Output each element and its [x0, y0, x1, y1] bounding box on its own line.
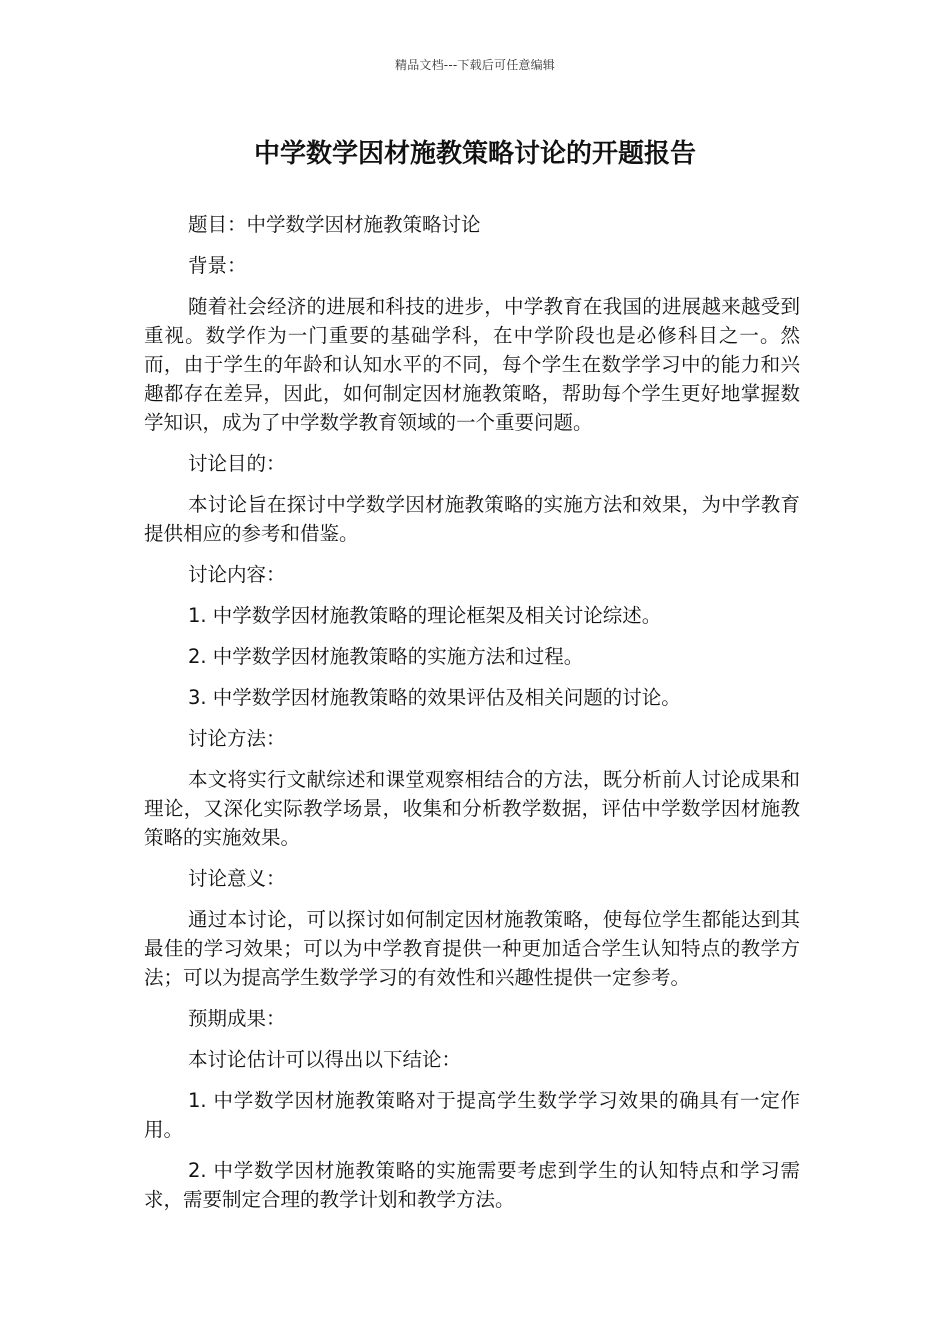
expected-item-1: 1. 中学数学因材施教策略对于提高学生数学学习效果的确具有一定作用。 — [144, 1089, 800, 1141]
header-watermark: 精品文档---下载后可任意编辑 — [395, 58, 555, 72]
significance-paragraph: 通过本讨论，可以探讨如何制定因材施教策略，使每位学生都能达到其最佳的学习效果；可以为中学教育提供一种更加适合学生认知特点的教学方法；可以为提高学生数学学习的有效性和兴趣性提供一定参考。 — [144, 908, 800, 989]
topic-line: 题目：中学数学因材施教策略讨论 — [188, 213, 481, 236]
method-paragraph: 本文将实行文献综述和课堂观察相结合的方法，既分析前人讨论成果和理论，又深化实际教学场景，收集和分析教学数据，评估中学数学因材施教策略的实施效果。 — [144, 768, 800, 849]
expected-intro: 本讨论估计可以得出以下结论： — [188, 1048, 462, 1071]
content-item-1: 1. 中学数学因材施教策略的理论框架及相关讨论综述。 — [188, 604, 662, 627]
section-heading-content: 讨论内容： — [188, 563, 286, 586]
section-heading-method: 讨论方法： — [188, 727, 286, 750]
expected-item-2: 2. 中学数学因材施教策略的实施需要考虑到学生的认知特点和学习需求，需要制定合理的教学计划和教学方法。 — [144, 1159, 800, 1211]
document-title: 中学数学因材施教策略讨论的开题报告 — [253, 139, 696, 169]
section-heading-background: 背景： — [188, 254, 247, 277]
section-heading-significance: 讨论意义： — [188, 867, 286, 890]
section-heading-purpose: 讨论目的： — [188, 452, 286, 475]
content-item-2: 2. 中学数学因材施教策略的实施方法和过程。 — [188, 645, 584, 668]
purpose-paragraph: 本讨论旨在探讨中学数学因材施教策略的实施方法和效果，为中学教育提供相应的参考和借鉴。 — [144, 493, 800, 545]
background-paragraph: 随着社会经济的进展和科技的进步，中学教育在我国的进展越来越受到重视。数学作为一门重要的基础学科，在中学阶段也是必修科目之一。然而，由于学生的年龄和认知水平的不同，每个学生在数学学习中的能力和兴趣都存在差异，因此，如何制定因材施教策略，帮助每个学生更好地掌握数学知识，成为了中学数学教育领域的一个重要问题。 — [144, 295, 800, 434]
section-heading-expected: 预期成果： — [188, 1007, 286, 1030]
document-body — [144, 210, 800, 1226]
content-item-3: 3. 中学数学因材施教策略的效果评估及相关问题的讨论。 — [188, 686, 681, 709]
